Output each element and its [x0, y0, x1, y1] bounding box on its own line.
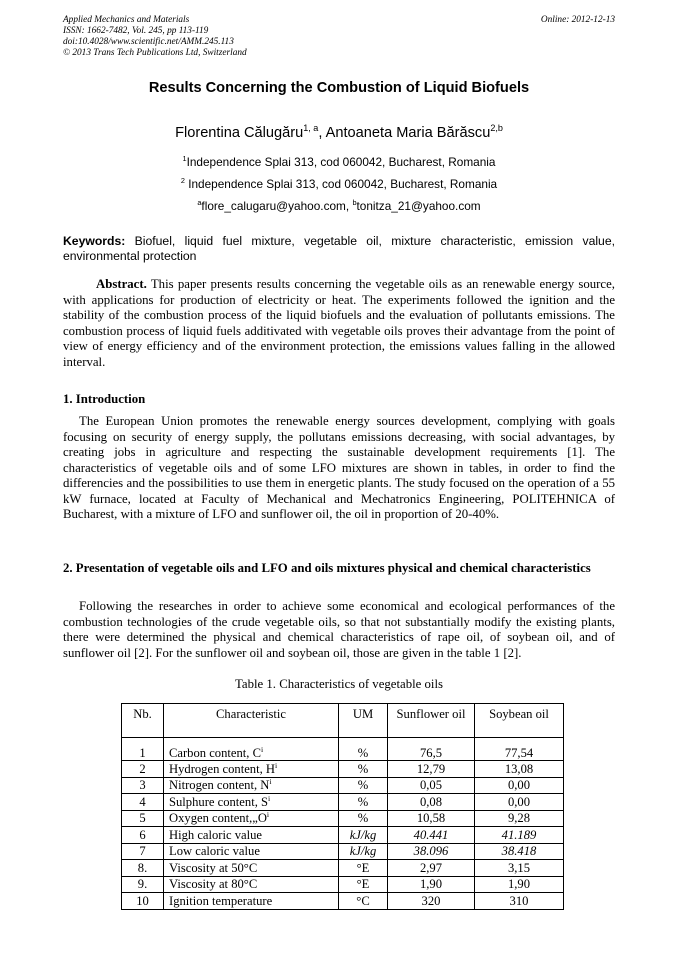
cell-soybean: 38.418	[475, 843, 564, 860]
cell-sunflower: 0,08	[388, 794, 475, 811]
author-1-name: Florentina Călugăru	[175, 125, 304, 141]
affiliation-2-text: Independence Splai 313, cod 060042, Bucharest, Romania	[184, 177, 498, 191]
table-1	[121, 703, 564, 910]
keywords-label: Keywords:	[63, 234, 126, 248]
cell-nb: 8.	[122, 860, 164, 877]
characteristic-text: Sulphure content, S	[169, 794, 268, 809]
email-b-sup: b	[352, 198, 357, 208]
table-row	[122, 761, 564, 778]
cell-sunflower: 12,79	[388, 761, 475, 778]
characteristic-text: Viscosity at 80°C	[169, 877, 258, 892]
col-header-characteristic: Characteristic	[164, 704, 339, 738]
table-body	[122, 738, 564, 910]
table-1-caption: Table 1. Characteristics of vegetable oils	[234, 677, 444, 691]
email-a-sup: a	[197, 198, 202, 208]
cell-nb: 6	[122, 827, 164, 844]
cell-nb: 3	[122, 777, 164, 794]
email-b[interactable]: tonitza_21@yahoo.com	[356, 199, 481, 213]
cell-characteristic	[164, 810, 339, 827]
cell-um: %	[339, 777, 388, 794]
cell-characteristic	[164, 738, 339, 761]
col-header-sunflower: Sunflower oil	[388, 704, 475, 738]
affiliation-2	[63, 177, 615, 191]
cell-nb: 1	[122, 738, 164, 761]
cell-nb: 7	[122, 843, 164, 860]
cell-nb: 2	[122, 761, 164, 778]
characteristic-text: Hydrogen content, H	[169, 761, 275, 776]
abstract-label: Abstract.	[96, 277, 147, 291]
table-header-row	[122, 704, 564, 738]
cell-um: °E	[339, 860, 388, 877]
cell-sunflower: 1,90	[388, 876, 475, 893]
cell-um: kJ/kg	[339, 827, 388, 844]
affiliation-1-text: Independence Splai 313, cod 060042, Bucharest, Romania	[186, 155, 496, 169]
online-date: Online: 2012-12-13	[540, 15, 615, 25]
characteristic-text: Oxygen content,„O	[169, 811, 267, 826]
section-2-text	[63, 599, 615, 661]
cell-um: %	[339, 794, 388, 811]
journal-issn: ISSN: 1662-7482, Vol. 245, pp 113-119	[63, 26, 209, 36]
author-2-name: Antoaneta Maria Bărăscu	[325, 125, 491, 141]
cell-characteristic	[164, 827, 339, 844]
cell-sunflower: 10,58	[388, 810, 475, 827]
cell-um: °E	[339, 876, 388, 893]
cell-um: %	[339, 738, 388, 761]
cell-nb: 9.	[122, 876, 164, 893]
email-a[interactable]: flore_calugaru@yahoo.com	[201, 199, 346, 213]
characteristic-text: Low caloric value	[169, 844, 260, 859]
section-1-body: The European Union promotes the renewable energy sources development, complying with goals focusing on security of energy supply, the pollutans emissions decreasing, with social advantages, by creating jobs in agriculture and respecting the sustainable development requirements [1]. The characteristics of vegetable oils and of some LFO mixtures are shown in tables, in order to find the differencies and the possibilities to use them in energetic plants. The study focused on the operation of a 55 kW furnace, located at Faculty of Mechanical and Mechatronics Engineering, POLITEHNICA of Bucharest, with a mixture of LFO and sunflower oil, the oil in proportion of 20-40%.	[63, 414, 615, 521]
section-2-heading: 2. Presentation of vegetable oils and LFO and oils mixtures physical and chemical characteristics	[63, 561, 591, 575]
cell-um: %	[339, 810, 388, 827]
cell-characteristic	[164, 761, 339, 778]
cell-soybean: 9,28	[475, 810, 564, 827]
cell-nb: 10	[122, 893, 164, 910]
cell-characteristic	[164, 777, 339, 794]
cell-soybean: 0,00	[475, 794, 564, 811]
author-2-sup: 2,b	[490, 123, 503, 134]
cell-soybean: 0,00	[475, 777, 564, 794]
table-row	[122, 876, 564, 893]
cell-um: %	[339, 761, 388, 778]
abstract	[63, 277, 615, 370]
cell-soybean: 310	[475, 893, 564, 910]
cell-soybean: 1,90	[475, 876, 564, 893]
journal-name: Applied Mechanics and Materials	[63, 15, 190, 25]
col-header-um: UM	[339, 704, 388, 738]
author-separator: ,	[318, 125, 326, 141]
author-line	[63, 125, 615, 141]
col-header-nb: Nb.	[122, 704, 164, 738]
cell-characteristic	[164, 876, 339, 893]
table-row	[122, 860, 564, 877]
affiliation-2-sup: 2	[180, 176, 185, 186]
cell-characteristic	[164, 843, 339, 860]
cell-soybean: 41.189	[475, 827, 564, 844]
cell-sunflower: 38.096	[388, 843, 475, 860]
section-2-body: Following the researches in order to achieve some economical and ecological performances of the combustion technologies of the crude vegetable oils, so that not substantially modify the existing plants, there were determined the physical and chemical characteristics of rape oil, of soybean oil, and of sunflower oil [2]. For the sunflower oil and soybean oil, those are given in the table 1 [2].	[63, 599, 615, 660]
cell-sunflower: 76,5	[388, 738, 475, 761]
characteristic-text: Ignition temperature	[169, 893, 273, 908]
characteristic-text: High caloric value	[169, 827, 263, 842]
cell-characteristic	[164, 794, 339, 811]
characteristic-text: Nitrogen content, N	[169, 778, 270, 793]
table-row	[122, 893, 564, 910]
section-1-heading: 1. Introduction	[63, 392, 146, 406]
cell-sunflower: 0,05	[388, 777, 475, 794]
cell-sunflower: 2,97	[388, 860, 475, 877]
keywords-text: Biofuel, liquid fuel mixture, vegetable oil, mixture characteristic, emission value, environmental protection	[63, 234, 615, 263]
characteristic-sup: i	[261, 744, 264, 754]
affiliation-1	[63, 155, 615, 169]
table-row	[122, 738, 564, 761]
cell-characteristic	[164, 860, 339, 877]
cell-soybean: 77,54	[475, 738, 564, 761]
cell-sunflower: 40.441	[388, 827, 475, 844]
journal-copyright: © 2013 Trans Tech Publications Ltd, Switzerland	[63, 48, 247, 58]
table-row	[122, 810, 564, 827]
characteristic-sup: i	[268, 793, 271, 803]
cell-soybean: 3,15	[475, 860, 564, 877]
characteristic-text: Carbon content, C	[169, 746, 261, 760]
table-row	[122, 827, 564, 844]
running-header	[63, 15, 615, 59]
cell-um: °C	[339, 893, 388, 910]
email-separator: ,	[345, 199, 353, 213]
characteristic-sup: i	[266, 810, 270, 820]
author-emails	[63, 199, 615, 213]
section-1-text	[63, 414, 615, 523]
cell-nb: 4	[122, 794, 164, 811]
cell-um: kJ/kg	[339, 843, 388, 860]
author-1-sup: 1, a	[303, 123, 319, 134]
cell-characteristic	[164, 893, 339, 910]
keywords	[63, 234, 615, 264]
characteristic-sup: i	[269, 777, 272, 787]
table-row	[122, 794, 564, 811]
paper-title: Results Concerning the Combustion of Liquid Biofuels	[148, 80, 530, 96]
cell-nb: 5	[122, 810, 164, 827]
characteristic-text: Viscosity at 50°C	[169, 860, 258, 875]
col-header-soybean: Soybean oil	[475, 704, 564, 738]
journal-doi: doi:10.4028/www.scientific.net/AMM.245.113	[63, 37, 234, 47]
abstract-text: This paper presents results concerning the vegetable oils as an renewable energy source, with applications for production of electricity or heat. The experiments followed the ignition and the stability of the combustion process of the liquid biofuels and the evaluation of pollutants emissions. The combustion process of liquid fuels additivated with vegetable oils proves their advantage from the point of view of energy efficiency and of the environment protection, the emissions values falling in the allowed interval.	[63, 277, 615, 369]
cell-soybean: 13,08	[475, 761, 564, 778]
affiliation-1-sup: 1	[182, 154, 187, 164]
cell-sunflower: 320	[388, 893, 475, 910]
characteristic-sup: i	[274, 760, 278, 770]
table-row	[122, 843, 564, 860]
table-row	[122, 777, 564, 794]
